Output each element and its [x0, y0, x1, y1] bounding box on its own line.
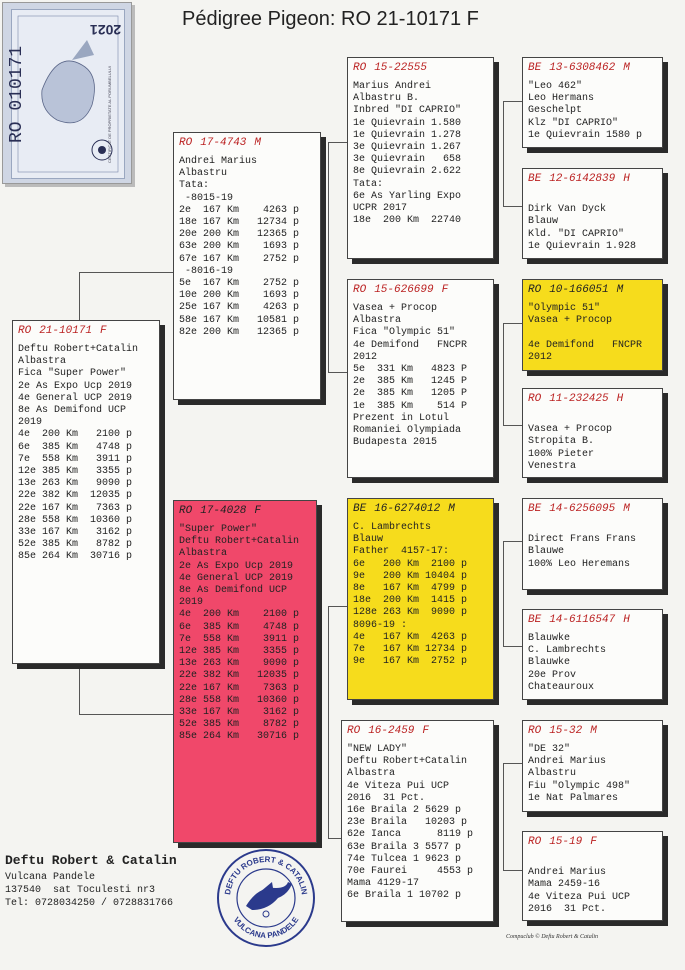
ring-country: RO — [353, 284, 367, 296]
ring-id: 21-10171 — [39, 325, 93, 337]
pedigree-line: 28e 558 Km 10360 p — [179, 694, 300, 706]
ring-number — [528, 503, 657, 515]
connector — [503, 425, 522, 426]
ring-sex: M — [448, 503, 455, 515]
pedigree-line — [528, 855, 657, 867]
ring-id: 14-6116547 — [549, 614, 616, 626]
ring-id: 16-2459 — [368, 725, 415, 737]
connector — [328, 606, 329, 838]
pedigree-line: Albastru — [528, 768, 577, 780]
pedigree-line — [528, 327, 657, 339]
ring-country: BE — [528, 62, 542, 74]
pigeon-card-dam-sire[interactable] — [347, 498, 494, 700]
pedigree-line: 4e 200 Km 2100 p — [179, 609, 300, 621]
connector — [503, 646, 522, 647]
pedigree-line: Blauw — [528, 216, 559, 228]
pedigree-line: 1e Quievrain 1580 p — [528, 129, 643, 141]
pedigree-line: Kld. "DI CAPRIO" — [528, 228, 625, 240]
pedigree-line: Vasea + Procop — [528, 315, 613, 327]
pedigree-line: Blauw — [353, 534, 384, 546]
pigeon-card-sire[interactable] — [173, 132, 321, 400]
ring-id: 12-6142839 — [549, 173, 616, 185]
ring-country: BE — [528, 503, 542, 515]
pedigree-line: 63e Braila 3 5577 p — [347, 841, 462, 853]
pedigree-line: 18e 167 Km 12734 p — [179, 217, 300, 229]
pedigree-line: 7e 558 Km 3911 p — [18, 453, 133, 465]
pedigree-line: 128e 263 Km 9090 p — [353, 607, 468, 619]
pedigree-line: 8e As Demifond UCP — [18, 405, 127, 417]
certificate-country: RO — [7, 121, 27, 143]
certificate-number-vertical — [7, 46, 27, 143]
ring-sex: F — [100, 325, 107, 337]
connector — [503, 323, 504, 425]
ring-country: RO — [179, 505, 193, 517]
pedigree-line: 2016 31 Pct. — [528, 903, 607, 915]
ring-number — [528, 393, 657, 405]
pedigree-line: 2019 — [179, 597, 204, 609]
pedigree-line: 3e Quievrain 1.267 — [353, 142, 462, 154]
pedigree-line: "Olympic 51" — [528, 303, 601, 314]
pedigree-line: 1e Quievrain 1.928 — [528, 240, 637, 252]
ring-number — [347, 725, 488, 737]
ring-id: 15-19 — [549, 836, 583, 848]
pedigree-line: 4e Demifond FNCPR — [528, 339, 643, 351]
pedigree-line: 1e Quievrain 1.580 — [353, 117, 462, 129]
ring-id: 13-6308462 — [549, 62, 616, 74]
pedigree-line: Albastra — [347, 768, 396, 780]
pedigree-line: Fica "Olympic 51" — [353, 327, 456, 339]
pedigree-line: 2e 385 Km 1205 P — [353, 388, 468, 400]
connector — [79, 272, 80, 321]
connector — [328, 142, 329, 372]
connector — [79, 272, 174, 273]
ring-sex: M — [254, 137, 262, 149]
pedigree-line: 7e 558 Km 3911 p — [179, 633, 300, 645]
pedigree-line: 3e Quievrain 658 — [353, 154, 462, 166]
ring-country: RO — [528, 836, 542, 848]
pedigree-line: 8096-19 : — [353, 619, 408, 631]
pedigree-line: 2016 31 Pct. — [347, 792, 426, 804]
pedigree-line: Deftu Robert+Catalin — [347, 756, 468, 768]
pedigree-line: -8016-19 — [179, 265, 234, 277]
pedigree-line: 4e 200 Km 2100 p — [18, 429, 133, 441]
pedigree-line: 10e 200 Km 1693 p — [179, 290, 300, 302]
connector — [503, 541, 522, 542]
ring-country: BE — [528, 173, 542, 185]
certificate-caption: CERTIFICAT DE PROPRIETATE AL PORUMBELULUI — [107, 66, 112, 163]
pedigree-line: C. Lambrechts — [528, 645, 607, 657]
pedigree-line: 12e 385 Km 3355 p — [18, 466, 133, 478]
pedigree-line: UCPR 2017 — [353, 203, 408, 215]
connector — [503, 206, 522, 207]
pedigree-line: "DE 32" — [528, 744, 571, 755]
pigeon-card-gg2[interactable] — [522, 168, 663, 259]
pedigree-line: Blauwe — [528, 546, 565, 558]
pedigree-line: 6e Braila 1 10702 p — [347, 890, 462, 902]
pedigree-line: 8e As Demifond UCP — [179, 585, 288, 597]
pedigree-line: 1e 385 Km 514 P — [353, 400, 468, 412]
pedigree-line: Blauwke — [528, 633, 571, 644]
pedigree-line: 67e 167 Km 2752 p — [179, 253, 300, 265]
pedigree-line: 6e 385 Km 4748 p — [18, 441, 133, 453]
footer-credit: Compuclub © Deftu Robert & Catalin — [506, 934, 599, 940]
ring-id: 17-4028 — [200, 505, 247, 517]
pedigree-line: Inbred "DI CAPRIO" — [353, 105, 462, 117]
pigeon-card-dam[interactable] — [173, 500, 317, 843]
ring-id: 17-4743 — [200, 137, 247, 149]
ownership-certificate — [2, 2, 132, 184]
pedigree-line: 100% Pieter — [528, 448, 595, 460]
pedigree-line: Klz "DI CAPRIO" — [528, 117, 619, 129]
ring-number — [353, 503, 488, 515]
pedigree-line: 22e 382 Km 12035 p — [18, 490, 133, 502]
pedigree-line: 2e As Expo Ucp 2019 — [179, 560, 294, 572]
pedigree-line: Albastru B. — [353, 93, 420, 105]
pigeon-card-gg3[interactable] — [522, 279, 663, 371]
connector — [503, 763, 522, 764]
pedigree-line: Venestra — [528, 460, 577, 472]
pedigree-line: Andrei Marius — [528, 756, 607, 768]
pedigree-line: 12e 385 Km 3355 p — [179, 646, 300, 658]
ring-number — [528, 614, 657, 626]
pedigree-line: Fiu "Olympic 498" — [528, 780, 631, 792]
connector — [79, 664, 80, 714]
ring-id: 14-6256095 — [549, 503, 616, 515]
pigeon-card-gg7[interactable] — [522, 720, 663, 812]
pedigree-line: 9e 167 Km 2752 p — [353, 656, 468, 668]
pedigree-line: 2019 — [18, 417, 43, 429]
pedigree-line: 8e 167 Km 4799 p — [353, 583, 468, 595]
ring-id: 15-22555 — [374, 62, 428, 74]
pedigree-line: 70e Faurei 4553 p — [347, 866, 474, 878]
ring-country: BE — [528, 614, 542, 626]
owner-phone: Tel: 0728034250 / 0728831766 — [5, 898, 174, 909]
pedigree-line: Vasea + Procop — [528, 424, 613, 436]
ring-country: RO — [18, 325, 32, 337]
pedigree-line: C. Lambrechts — [353, 522, 432, 533]
pedigree-line: Marius Andrei — [353, 81, 432, 92]
pigeon-card-gg6[interactable] — [522, 609, 663, 700]
pedigree-line: 4e General UCP 2019 — [179, 572, 294, 584]
connector — [503, 541, 504, 646]
pedigree-line: 20e Prov — [528, 669, 577, 681]
pedigree-line: 22e 167 Km 7363 p — [18, 502, 133, 514]
ring-number — [353, 62, 488, 74]
pedigree-line: 9e 200 Km 10404 p — [353, 570, 468, 582]
ring-number — [179, 505, 311, 517]
ring-country: RO — [528, 393, 542, 405]
ring-country: RO — [347, 725, 361, 737]
ring-id: 10-166051 — [549, 284, 609, 296]
pedigree-line: 22e 167 Km 7363 p — [179, 682, 300, 694]
pedigree-line: 82e 200 Km 12365 p — [179, 326, 300, 338]
pedigree-line: 13e 263 Km 9090 p — [179, 658, 300, 670]
pedigree-line: Fica "Super Power" — [18, 368, 127, 380]
pigeon-card-sire-dam[interactable] — [347, 279, 494, 478]
ring-country: RO — [528, 725, 542, 737]
ring-number — [528, 725, 657, 737]
pedigree-line: Mama 2459-16 — [528, 879, 601, 891]
pedigree-line: Andrei Marius — [179, 156, 258, 167]
pigeon-card-gg5[interactable] — [522, 498, 663, 590]
pedigree-line: Andrei Marius — [528, 867, 607, 879]
ring-country: RO — [353, 62, 367, 74]
ring-sex: M — [623, 503, 630, 515]
pedigree-line — [528, 412, 657, 424]
pedigree-line: Tata: — [353, 178, 384, 190]
pedigree-line: 4e General UCP 2019 — [18, 392, 133, 404]
ring-country: RO — [528, 284, 542, 296]
pedigree-line: Albastru — [179, 168, 228, 180]
pedigree-line: "Leo 462" — [528, 81, 583, 92]
ring-id: 16-6274012 — [374, 503, 441, 515]
pedigree-line: -8015-19 — [179, 192, 234, 204]
pedigree-line: Budapesta 2015 — [353, 437, 438, 449]
pedigree-line: 1e Quievrain 1.278 — [353, 129, 462, 141]
pedigree-line: 6e 200 Km 2100 p — [353, 558, 468, 570]
ring-id: 15-32 — [549, 725, 583, 737]
pedigree-line: 2e 167 Km 4263 p — [179, 204, 300, 216]
page-title: Pédigree Pigeon: RO 21-10171 F — [182, 8, 479, 30]
pedigree-line: Stropita B. — [528, 436, 595, 448]
pedigree-line: 62e Ianca 8119 p — [347, 829, 474, 841]
connector — [503, 101, 504, 206]
pedigree-line: 4e 167 Km 4263 p — [353, 631, 468, 643]
pedigree-line: 25e 167 Km 4263 p — [179, 302, 300, 314]
pedigree-line: 2e 385 Km 1245 P — [353, 376, 468, 388]
ring-sex: F — [254, 505, 262, 517]
ring-country: RO — [179, 137, 193, 149]
pedigree-line: 6e As Yarling Expo — [353, 190, 462, 202]
owner-address-line: 137540 sat Toculesti nr3 — [5, 885, 156, 896]
ring-number — [528, 836, 657, 848]
pedigree-line: 74e Tulcea 1 9623 p — [347, 853, 462, 865]
pedigree-line: 33e 167 Km 3162 p — [18, 527, 133, 539]
pedigree-line: "NEW LADY" — [347, 744, 408, 755]
ring-sex — [435, 62, 442, 74]
pedigree-line: Albastra — [18, 356, 67, 368]
pedigree-line: 16e Braila 2 5629 p — [347, 805, 462, 817]
pedigree-line: Deftu Robert+Catalin — [179, 536, 300, 548]
pedigree-line — [528, 522, 657, 534]
certificate-year: 2021 — [90, 22, 122, 38]
pedigree-line: 6e 385 Km 4748 p — [179, 621, 300, 633]
ring-sex: F — [441, 284, 449, 296]
pedigree-line: 85e 264 Km 30716 p — [18, 551, 133, 563]
pedigree-line: 5e 331 Km 4823 P — [353, 364, 468, 376]
pedigree-line: 23e Braila 10203 p — [347, 817, 468, 829]
pedigree-line: 52e 385 Km 8782 p — [18, 539, 133, 551]
pedigree-line: 7e 167 Km 12734 p — [353, 644, 468, 656]
pedigree-line: 2e As Expo Ucp 2019 — [18, 380, 133, 392]
pedigree-line: 4e Viteza Pui UCP — [528, 891, 631, 903]
owner-block — [5, 853, 177, 910]
ring-sex: H — [623, 614, 630, 626]
pedigree-line: 1e Nat Palmares — [528, 792, 619, 804]
pedigree-line: Chateauroux — [528, 681, 595, 693]
ring-id: 11-232425 — [549, 393, 609, 405]
pedigree-line: 5e 167 Km 2752 p — [179, 278, 300, 290]
ring-number — [528, 284, 657, 296]
connector — [503, 763, 504, 870]
pedigree-line: 20e 200 Km 12365 p — [179, 229, 300, 241]
ring-sex: M — [623, 62, 630, 74]
owner-name: Deftu Robert & Catalin — [5, 853, 177, 868]
pigeon-card-gg1[interactable] — [522, 57, 663, 148]
connector — [328, 606, 348, 607]
ring-sex: F — [590, 836, 597, 848]
pigeon-card-dam-dam[interactable] — [341, 720, 494, 922]
owner-address-line: Vulcana Pandele — [5, 872, 96, 883]
loft-stamp-logo — [216, 848, 316, 948]
pedigree-line: 18e 200 Km 22740 — [353, 215, 462, 227]
pedigree-line: 18e 200 Km 1415 p — [353, 595, 468, 607]
pedigree-line: 22e 382 Km 12035 p — [179, 670, 300, 682]
pedigree-line: 33e 167 Km 3162 p — [179, 707, 300, 719]
connector — [503, 870, 522, 871]
pedigree-line: "Super Power" — [179, 524, 258, 535]
pedigree-line: 13e 263 Km 9090 p — [18, 478, 133, 490]
pedigree-line: 100% Leo Heremans — [528, 558, 631, 570]
ring-country: BE — [353, 503, 367, 515]
ring-sex: M — [616, 284, 624, 296]
pedigree-line: 28e 558 Km 10360 p — [18, 514, 133, 526]
pedigree-line: 2012 — [528, 351, 553, 363]
ring-number — [353, 284, 488, 296]
stamp-bottom-text: VULCANA PANDELE — [231, 915, 301, 941]
pedigree-line: Geschelpt — [528, 105, 583, 117]
pedigree-line: Leo Hermans — [528, 93, 595, 105]
ring-id: 15-626699 — [374, 284, 434, 296]
connector — [328, 372, 348, 373]
pedigree-line: Romaniei Olympiada — [353, 425, 462, 437]
pedigree-line: Dirk Van Dyck — [528, 204, 607, 216]
pigeon-card-subject[interactable] — [12, 320, 160, 664]
stamp-top-text: DEFTU ROBERT & CATALIN — [223, 854, 309, 896]
pedigree-line: Albastra — [353, 315, 402, 327]
pedigree-line: Tata: — [179, 180, 210, 192]
ring-sex: H — [616, 393, 624, 405]
connector — [503, 101, 522, 102]
pedigree-line: Albastra — [179, 548, 228, 560]
pedigree-line: Blauwke — [528, 657, 571, 669]
pedigree-line: Father 4157-17: — [353, 546, 450, 558]
pedigree-line: 4e Demifond FNCPR — [353, 339, 468, 351]
connector — [79, 714, 174, 715]
pedigree-line: 58e 167 Km 10581 p — [179, 314, 300, 326]
pedigree-line: 85e 264 Km 30716 p — [179, 731, 300, 743]
pedigree-line: 52e 385 Km 8782 p — [179, 719, 300, 731]
pigeon-card-gg8[interactable] — [522, 831, 663, 921]
pedigree-line: 4e Viteza Pui UCP — [347, 780, 450, 792]
pedigree-line: Prezent in Lotul — [353, 412, 450, 424]
connector — [503, 323, 522, 324]
ring-number — [179, 137, 315, 149]
ring-sex: M — [590, 725, 597, 737]
pedigree-line: Direct Frans Frans — [528, 534, 637, 546]
pedigree-line: Vasea + Procop — [353, 303, 438, 314]
connector — [328, 142, 348, 143]
ring-number — [18, 325, 154, 337]
pigeon-card-gg4[interactable] — [522, 388, 663, 478]
ring-number — [528, 173, 657, 185]
certificate-number: 010171 — [7, 45, 27, 111]
pedigree-line — [528, 192, 657, 204]
pedigree-line: 2012 — [353, 351, 378, 363]
pedigree-line: Mama 4129-17 — [347, 878, 420, 890]
pedigree-line: 8e Quievrain 2.622 — [353, 166, 462, 178]
ring-number — [528, 62, 657, 74]
ring-sex: F — [422, 725, 430, 737]
pedigree-line: Deftu Robert+Catalin — [18, 344, 139, 355]
pigeon-card-sire-sire[interactable] — [347, 57, 494, 259]
pedigree-line: 63e 200 Km 1693 p — [179, 241, 300, 253]
ring-sex: H — [623, 173, 630, 185]
